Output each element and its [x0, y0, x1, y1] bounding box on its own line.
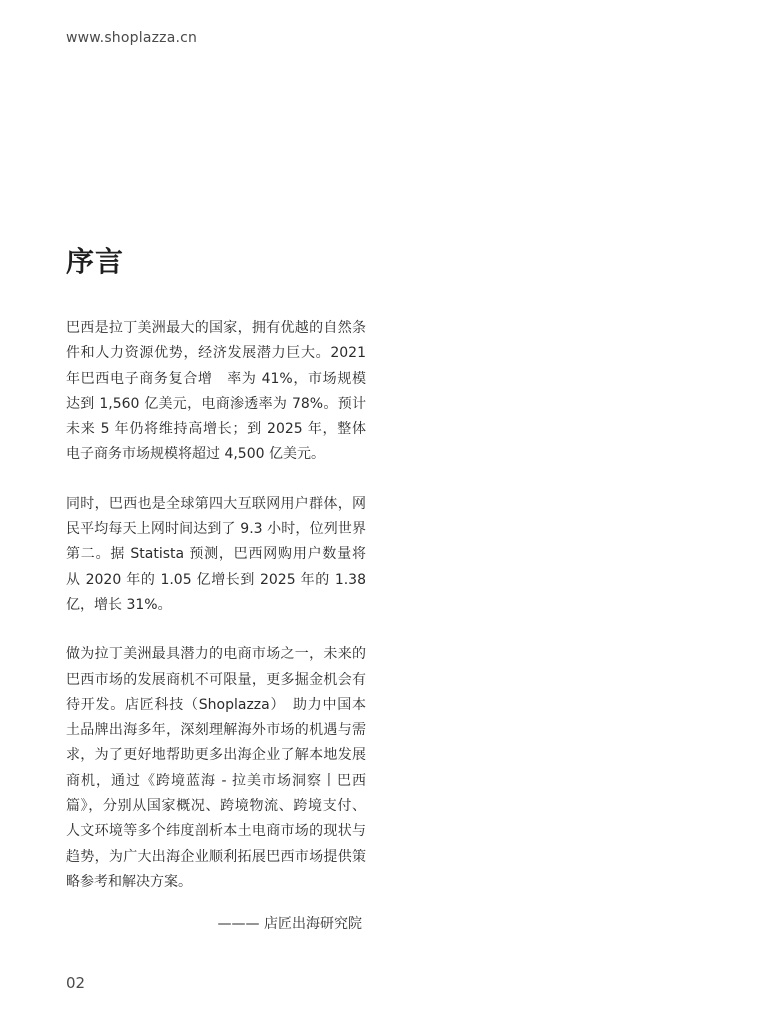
site-url: www.shoplazza.cn [66, 30, 198, 46]
paragraph-2: 同时，巴西也是全球第四大互联网用户群体，网民平均每天上网时间达到了 9.3 小时，位列世界第二。据 Statista 预测，巴西网购用户数量将从 2020 年的 1.05 亿增长到 2025 年的 1.38 亿，增长 31%。 [66, 495, 366, 613]
page-title: 序言 [66, 245, 125, 278]
paragraph-1: 巴西是拉丁美洲最大的国家，拥有优越的自然条件和人力资源优势，经济发展潜力巨大。2021 年巴西电子商务复合增 率为 41%，市场规模达到 1,560 亿美元，电商渗透率为 78%。预计未来 5 年仍将维持高增长；到 2025 年，整体电子商务市场规模将超过 4,500 亿美元。 [66, 320, 366, 463]
signature: ——— 店匠出海研究院 [217, 916, 362, 932]
preface-body [66, 316, 366, 919]
paragraph-3: 做为拉丁美洲最具潜力的电商市场之一，未来的巴西市场的发展商机不可限量，更多掘金机会有待开发。店匠科技（Shoplazza） 助力中国本土品牌出海多年，深刻理解海外市场的机遇与需求，为了更好地帮助更多出海企业了解本地发展商机，通过《跨境蓝海 - 拉美市场洞察丨巴西篇》，分别从国家概况、跨境物流、跨境支付、人文环境等多个纬度剖析本土电商市场的现状与趋势，为广大出海企业顺利拓展巴西市场提供策略参考和解决方案。 [66, 646, 366, 890]
page-number: 02 [66, 974, 86, 992]
